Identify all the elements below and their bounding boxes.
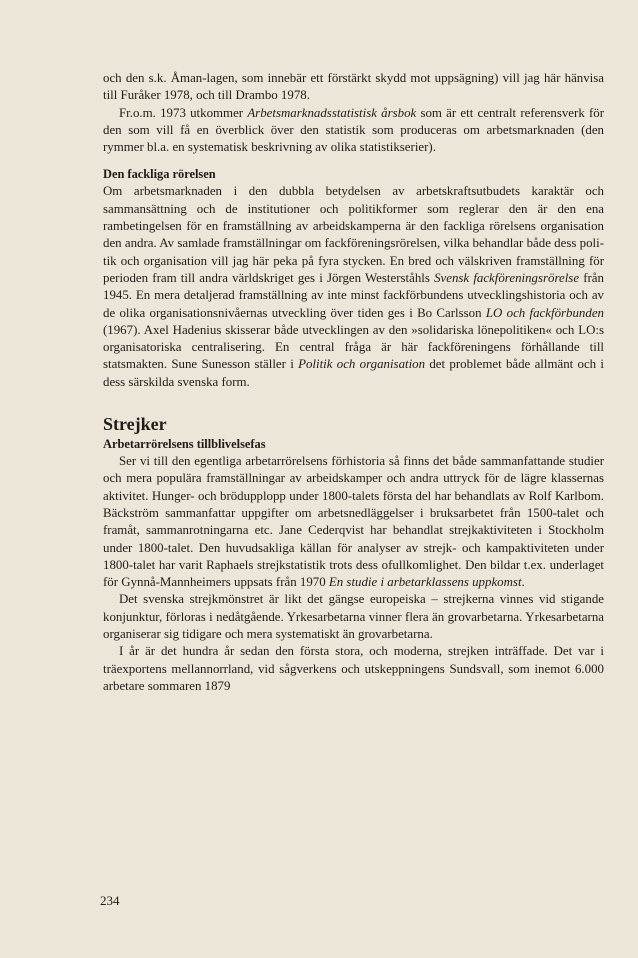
page-body <box>103 70 604 695</box>
text-run: . <box>521 575 525 590</box>
text-run: Det svenska strejkmönstret är likt det gängse europeiska – strejkerna vinnes vid stigande konjunktur, förloras i nedåtgående. Yrkesarbetarna vinner flera än grovarbetarna. Yrkesarbetarna organiserar sig tidigare och mera systematiskt än grovarbetarna. <box>103 592 604 642</box>
body-paragraph <box>103 453 604 591</box>
text-run: (1967). Axel Hadenius skisserar både utvecklingen av den »solidariska lönepolitiken« och LO:s organisatoriska centralisering. En central fråga är här fackföreningens förhållande till statsmakten. Sune Sunesson ställer i <box>103 322 604 372</box>
text-run: som är ett centralt referensverk för den som vill få en överblick över den statistik som produceras om arbetsmarknaden (den rymmer bl.a. en systematisk beskrivning av olika statistikserier). <box>103 105 605 155</box>
text-run: I år är det hundra år sedan den första stora, och moderna, strejken inträffade. Det var i träexportens mellannorrland, vid sågverkens och utskeppningens Sundsvall, som inemot 6.000 arbetare sommaren 1879 <box>103 644 604 693</box>
italic-title: Arbetsmarknadsstatistisk årsbok <box>247 105 417 120</box>
italic-title: En studie i arbetarklassens uppkomst <box>328 575 522 590</box>
sub-heading: Arbetarrörelsens tillblivelsefas <box>103 437 266 452</box>
body-paragraph <box>103 70 604 105</box>
text-run: Fr.o.m. 1973 utkommer <box>119 105 248 120</box>
text-run: det problemet både allmänt och i dess särskilda svenska form. <box>103 357 604 389</box>
body-paragraph <box>103 643 604 695</box>
italic-title: Politik och organisation <box>298 357 426 372</box>
page-number: 234 <box>100 893 120 908</box>
body-paragraph <box>103 183 604 391</box>
italic-title: LO och fackförbunden <box>485 305 604 320</box>
text-run: och den s.k. Åman-lagen, som innebär ett förstärkt skydd mot uppsägning) vill jag här hänvisa till Furåker 1978, och till Drambo 1978. <box>103 71 604 103</box>
text-run: från 1945. En mera detaljerad framställning av inte minst fackförbundens utvecklingshistoria och av de olika organisationsnivåernas utveckling över tiden ges i Bo Carlsson <box>103 270 604 320</box>
chapter-heading: Strejker <box>103 414 167 435</box>
body-paragraph <box>103 105 604 157</box>
text-run: Om arbetsmarknaden i den dubbla betydelsen av arbetskraftsutbudets karaktär och sammansättning och de institutioner och politikformer som reglerar den är den ena rambetingelsen för en framställning av arbeidskamperna är den fackliga rörelsens organisation den andra. Av samlade framställningar om fackföreningsrörelsen, vilka behandlar både dess politik och organisation vill jag här peka på fyra stycken. En bred och välskriven framställning för perioden fram till andra världskriget ges i Jörgen Westerståhls <box>103 184 604 285</box>
section-heading: Den fackliga rörelsen <box>103 167 216 182</box>
text-run: Ser vi till den egentliga arbetarrörelsens förhistoria så finns det både sammanfattande studier och mera populära framställningar av arbeidskamper och andra uttryck för de lägre klassernas aktivitet. Hunger- och brödupplopp under 1800-talets första del har behandlats av Rolf Karlbom. Bäckström sammanfattar uppgifter om arbetsnedläggelser i bruksarbetet från 1500-talet och framåt, sammanrotningarna etc. Jane Cederqvist har behandlat strejkaktiviteten i Stockholm under 1800-talet. Den huvudsakliga källan för analyser av strejk- och kampaktiviteten under 1800-talet har varit Raphaels strejkstatistik trots dess ofullkomlighet. Den bildar t.ex. underlaget för Gynnå-Mannheimers uppsats från 1970 <box>103 454 604 590</box>
body-paragraph <box>103 591 604 643</box>
italic-title: Svensk fackföreningsrörelse <box>434 270 580 285</box>
